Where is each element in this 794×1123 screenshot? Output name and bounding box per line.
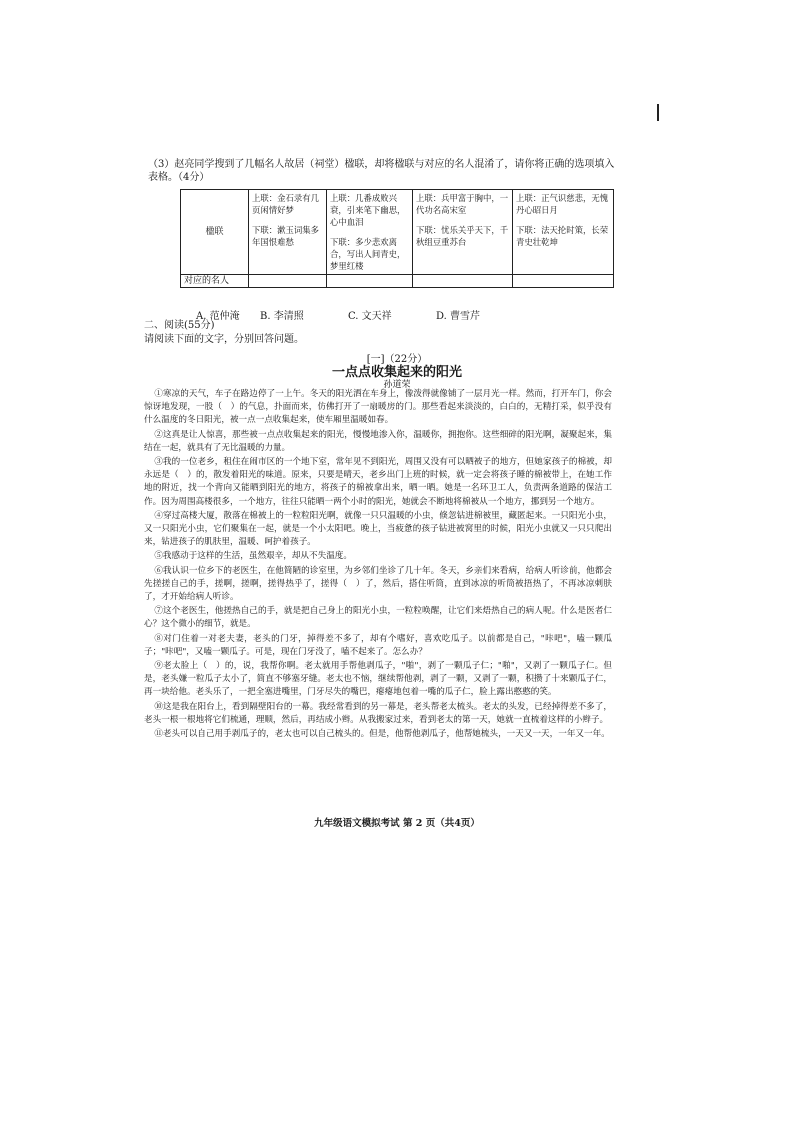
upper-line: 上联：几番成败兴衰，引来笔下幽思，心中血泪: [330, 193, 406, 227]
paragraph: ⑤我感动于这样的生活，虽然艰辛，却从不失温度。: [154, 551, 352, 562]
couplet-table: [180, 189, 614, 288]
paragraph: ⑨老太脸上（ ）的，说，我帮你啊。老太就用手帮他剥瓜子，"啪"，剥了一颗瓜子仁；"啪"，又剥了一颗瓜子仁。但是，老头嫌一粒瓜子太小了，简直不够塞牙缝。老太也不恼，继续帮他剥，剥了一颗，又剥了一颗，积攒了十来颗瓜子仁，再一块给他。老头乐了，一把全塞进嘴里，门牙尽失的嘴巴，瘪瘪地包着一嘴的瓜子仁，脸上露出憨憨的笑。: [144, 661, 612, 698]
question-text: 赵亮同学搜到了几幅名人故居（祠堂）楹联，却将楹联与对应的名人混淆了，请你将正确的选项填入表格。（4分）: [148, 159, 615, 183]
name-row: [181, 275, 614, 288]
upper-line: 上联：正气识慈悲，无愧丹心昭日月: [516, 193, 609, 215]
option-b: B. 李清照: [260, 311, 304, 322]
paragraph: ⑩这是我在阳台上，看到隔壁阳台的一幕。我经常看到的另一幕是，老头帮老太梳头。老太的头发，已经掉得差不多了，老头一根一根地将它们梳通，理顺，然后，再结成小辫。从我搬家过来，看到老太的第一天，她就一直梳着这样的小辫子。: [144, 701, 612, 725]
paragraph: ②这真是让人惊喜，那些被一点点收集起来的阳光，慢慢地渗入你，温暖你，拥抱你。这些细碎的阳光啊，凝聚起来，集结在一起，就具有了无比温暖的力量。: [144, 429, 612, 453]
couplet-cell: [513, 190, 614, 275]
answer-blank[interactable]: [413, 275, 513, 288]
article-author: 孙道荣: [383, 380, 411, 390]
option-c: C. 文天祥: [348, 311, 392, 322]
paragraph: ③我的一位老乡，租住在闹市区的一个地下室，常年见不到阳光，周围又没有可以晒被子的地方，但她家孩子的棉被，却永远是（ ）的，散发着阳光的味道。原来，只要是晴天，老乡出门上班的时候，就一定会将孩子睡的棉被带上，在她工作地的附近，找一个背向又能晒到阳光的地方，将孩子的棉被拿出来，晒一晒。她是一名环卫工人，负责两条道路的保洁工作。因为周围高楼很多，一个地方，往往只能晒一两个小时的阳光，她就会不断地将棉被从一个地方，挪到另一个地方。: [144, 457, 612, 507]
answer-blank[interactable]: [513, 275, 614, 288]
paragraph: ⑧对门住着一对老夫妻，老头的门牙，掉得差不多了，却有个嗜好，喜欢吃瓜子。以前都是自己，"咔吧"，嗑一颗瓜子；"咔吧"，又嗑一颗瓜子。可是，现在门牙没了，嗑不起来了。怎么办？: [144, 633, 612, 657]
couplet-cell: [327, 190, 413, 275]
lower-line: 下联：法天抡时策，长荣青史壮乾坤: [516, 225, 609, 247]
option-d: D. 曹雪芹: [436, 311, 481, 322]
name-header: 对应的名人: [181, 275, 249, 288]
paragraph: ⑥我认识一位乡下的老医生，在他简陋的诊室里，为乡邻们坐诊了几十年。冬天，乡亲们来看病，给病人听诊前，他都会先搓搓自己的手，搓啊，搓啊，搓得热乎了，搓得（ ）了，然后，搭住听筒，直到冰凉的听筒被捂热了，不再冰凉刺肤了，才开始给病人听诊。: [144, 565, 612, 603]
couplet-row: [181, 190, 614, 275]
article-title: 一点点收集起来的阳光: [331, 365, 462, 380]
scan-mark: [657, 104, 659, 121]
couplet-cell: [249, 190, 327, 275]
section-heading: 二、阅读(55分): [144, 320, 215, 331]
option-a: A. 范仲淹: [196, 311, 240, 322]
article-body: [144, 388, 612, 742]
answer-blank[interactable]: [249, 275, 327, 288]
question-3: [148, 158, 618, 184]
lower-line: 下联：漱玉词集多年国恨难愁: [252, 225, 319, 247]
answer-blank[interactable]: [327, 275, 413, 288]
paragraph: ①寒凉的天气，车子在路边停了一上午。冬天的阳光洒在车身上，像泼得就像铺了一层月光一样。然而，打开车门，你会惊讶地发现，一股（ ）的气息，扑面而来，仿佛打开了一扇暖房的门。那些看起来淡淡的，白白的，无精打采，似乎没有什么温度的冬日阳光，被一点一点收集起来，使车厢里温暖如春。: [144, 389, 612, 426]
page-footer: 九年级语文模拟考试 第 2 页（共4页）: [314, 818, 480, 829]
paragraph: ⑦这个老医生，他搓热自己的手，就是把自己身上的阳光小虫，一粒粒唤醒，让它们来焐热自己的病人呢。什么是医者仁心？这个微小的细节，就是。: [144, 606, 612, 630]
couplet-cell: [413, 190, 513, 275]
lower-line: 下联：多少悲欢离合，写出人间青史，梦里红楼: [330, 237, 406, 271]
question-number: （3）: [148, 159, 175, 170]
row-header: 楹联: [181, 190, 249, 275]
upper-line: 上联：金石录有几页闲情好梦: [252, 193, 319, 215]
lower-line: 下联：忧乐关乎天下，千秋组豆重苏台: [416, 225, 509, 247]
upper-line: 上联：兵甲富于胸中，一代功名高宋室: [416, 193, 509, 215]
paragraph: ④穿过高楼大厦，散落在棉被上的一粒粒阳光啊，就像一只只温暖的小虫，倏忽钻进棉被里，藏匿起来。一只阳光小虫，又一只阳光小虫，它们聚集在一起，就是一个小太阳吧。晚上，当疲惫的孩子钻进被窝里的时候，阳光小虫就又一只只爬出来，钻进孩子的肌肤里，温暖、呵护着孩子。: [144, 510, 612, 548]
answer-options: [196, 307, 616, 320]
instruction: 请阅读下面的文字，分别回答问题。: [144, 334, 304, 345]
subsection-heading: [一]（22分）: [366, 354, 428, 365]
paragraph: ⑪老头可以自己用手剥瓜子的，老太也可以自己梳头的。但是，他帮他剥瓜子，他帮她梳头，一天又一天，一年又一年。: [154, 729, 610, 740]
